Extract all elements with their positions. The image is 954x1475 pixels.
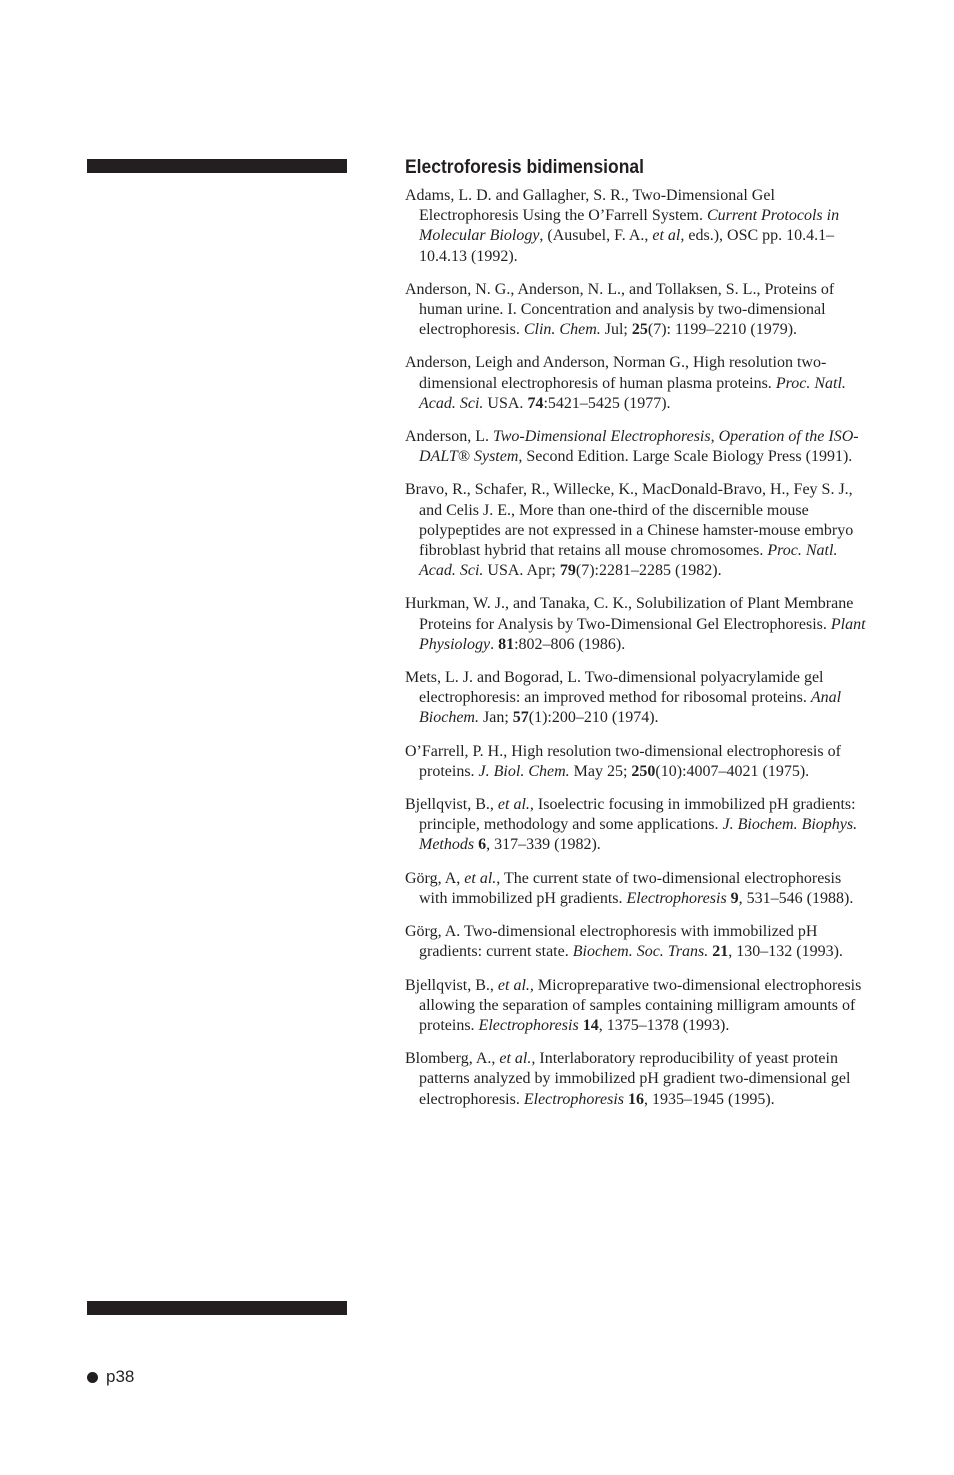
section-title: Electroforesis bidimensional <box>405 157 644 178</box>
reference-item <box>405 427 868 467</box>
reference-text: May 25; <box>569 762 632 780</box>
reference-text: Isoelectric focusing in immobilized pH gradients: principle, methodology and some applications. <box>419 796 856 834</box>
reference-item <box>405 1049 868 1110</box>
reference-item <box>405 280 868 341</box>
reference-item <box>405 976 868 1037</box>
reference-text: Interlaboratory reproducibility of yeast protein patterns analyzed by immobilized pH gradient two-dimensional gel electrophoresis. <box>419 1050 851 1108</box>
reference-text: Anderson, Leigh and Anderson, Norman G., High resolution two-dimensional electrophoresis of human plasma proteins. <box>405 354 827 392</box>
reference-italic-text: et al., <box>497 796 534 814</box>
reference-text: eds.), OSC pp. 10.4.1–10.4.13 (1992). <box>419 227 835 265</box>
reference-item <box>405 742 868 782</box>
reference-section <box>405 155 868 1123</box>
reference-bold-text: 81 <box>498 635 515 653</box>
reference-text: (7): 1199–2210 (1979). <box>647 321 798 339</box>
reference-italic-text: et al., <box>499 1050 536 1068</box>
reference-item <box>405 594 868 655</box>
reference-item <box>405 922 868 962</box>
reference-text: Görg, A, <box>405 869 465 887</box>
reference-text: Anderson, L. <box>405 428 493 446</box>
reference-bold-text: 16 <box>628 1090 644 1108</box>
reference-italic-text: Biochem. Soc. Trans. <box>572 943 709 961</box>
reference-text: The current state of two-dimensional electrophoresis with immobilized pH gradients. <box>419 869 842 907</box>
reference-bold-text: 9 <box>730 889 739 907</box>
reference-italic-text: et al., <box>464 869 501 887</box>
reference-italic-text: Clin. Chem. <box>523 321 601 339</box>
reference-text: Bravo, R., Schafer, R., Willecke, K., MacDonald-Bravo, H., Fey S. J., and Celis J. E., More than one-third of the discernible mouse polypeptides are not expressed in a Chinese hamster-mouse embryo fibroblast hybrid that retains all mouse chromosomes. <box>405 481 854 560</box>
reference-italic-text: Plant Physiology <box>419 615 866 653</box>
reference-bold-text: 79 <box>559 562 576 580</box>
reference-italic-text: Current Protocols in Molecular Biology <box>419 207 840 245</box>
top-rule <box>87 159 347 173</box>
reference-italic-text: Electrophoresis <box>626 889 727 907</box>
reference-text: , 1935–1945 (1995). <box>644 1090 775 1108</box>
bullet-icon <box>87 1372 98 1383</box>
reference-italic-text: Electrophoresis <box>478 1016 579 1034</box>
reference-bold-text: 25 <box>631 321 648 339</box>
reference-item <box>405 668 868 729</box>
reference-text: (1):200–210 (1974). <box>528 709 659 727</box>
reference-text: Jan; <box>478 709 513 727</box>
reference-italic-text: Anal Biochem. <box>419 689 842 727</box>
reference-text: Jul; <box>600 321 632 339</box>
reference-text: , 317–339 (1982). <box>486 836 601 854</box>
reference-text: , (Ausubel, F. A., <box>539 227 653 245</box>
reference-italic-text: Two-Dimensional Electrophoresis, Operation of the ISO-DALT® System, <box>419 428 859 466</box>
bottom-rule <box>87 1301 347 1315</box>
reference-text: :802–806 (1986). <box>514 635 626 653</box>
reference-text: (7):2281–2285 (1982). <box>575 562 722 580</box>
reference-text: Second Edition. Large Scale Biology Press (1991). <box>522 448 853 466</box>
reference-text: Hurkman, W. J., and Tanaka, C. K., Solubilization of Plant Membrane Proteins for Analysis by Two-Dimensional Gel Electrophoresis. <box>405 595 854 633</box>
reference-italic-text: J. Biochem. Biophys. Methods <box>419 816 858 854</box>
reference-text: Micropreparative two-dimensional electrophoresis allowing the separation of samples containing milligram amounts of proteins. <box>419 976 862 1034</box>
reference-text: Bjellqvist, B., <box>405 796 498 814</box>
reference-text: Mets, L. J. and Bogorad, L. Two-dimensional polyacrylamide gel electrophoresis: an improved method for ribosomal proteins. <box>405 669 824 707</box>
reference-text: USA. <box>483 394 528 412</box>
reference-italic-text: et al., <box>497 976 534 994</box>
reference-text: Görg, A. Two-dimensional electrophoresis with immobilized pH gradients: current state. <box>405 923 818 961</box>
reference-text: , 130–132 (1993). <box>728 943 843 961</box>
reference-text: :5421–5425 (1977). <box>543 394 671 412</box>
reference-text: O’Farrell, P. H., High resolution two-dimensional electrophoresis of proteins. <box>405 742 841 780</box>
reference-text: . <box>490 635 499 653</box>
reference-item <box>405 353 868 414</box>
reference-italic-text: Proc. Natl. Acad. Sci. <box>419 542 838 580</box>
reference-text: Blomberg, A., <box>405 1050 500 1068</box>
reference-bold-text: 57 <box>512 709 529 727</box>
reference-list <box>405 186 868 1110</box>
reference-text: , 531–546 (1988). <box>738 889 854 907</box>
reference-italic-text: Electrophoresis <box>523 1090 624 1108</box>
reference-text: USA. Apr; <box>483 562 560 580</box>
reference-text: Adams, L. D. and Gallagher, S. R., Two-Dimensional Gel Electrophoresis Using the O’Farrell System. <box>405 187 775 225</box>
reference-item <box>405 795 868 856</box>
reference-italic-text: et al, <box>652 227 685 245</box>
reference-bold-text: 14 <box>582 1016 599 1034</box>
page-number: p38 <box>106 1367 135 1386</box>
reference-bold-text: 21 <box>712 943 729 961</box>
reference-text: (10):4007–4021 (1975). <box>655 762 810 780</box>
reference-item <box>405 186 868 267</box>
reference-bold-text: 6 <box>478 836 487 854</box>
reference-italic-text: Proc. Natl. Acad. Sci. <box>419 374 846 412</box>
reference-bold-text: 250 <box>631 762 656 780</box>
reference-item <box>405 480 868 581</box>
reference-text: , 1375–1378 (1993). <box>598 1016 730 1034</box>
page-footer <box>87 1366 134 1388</box>
reference-item <box>405 869 868 909</box>
reference-text: Anderson, N. G., Anderson, N. L., and Tollaksen, S. L., Proteins of human urine. I. Concentration and analysis by two-dimensional electrophoresis. <box>405 280 835 339</box>
reference-text: Bjellqvist, B., <box>405 976 498 994</box>
reference-italic-text: J. Biol. Chem. <box>478 762 570 780</box>
reference-bold-text: 74 <box>527 394 544 412</box>
